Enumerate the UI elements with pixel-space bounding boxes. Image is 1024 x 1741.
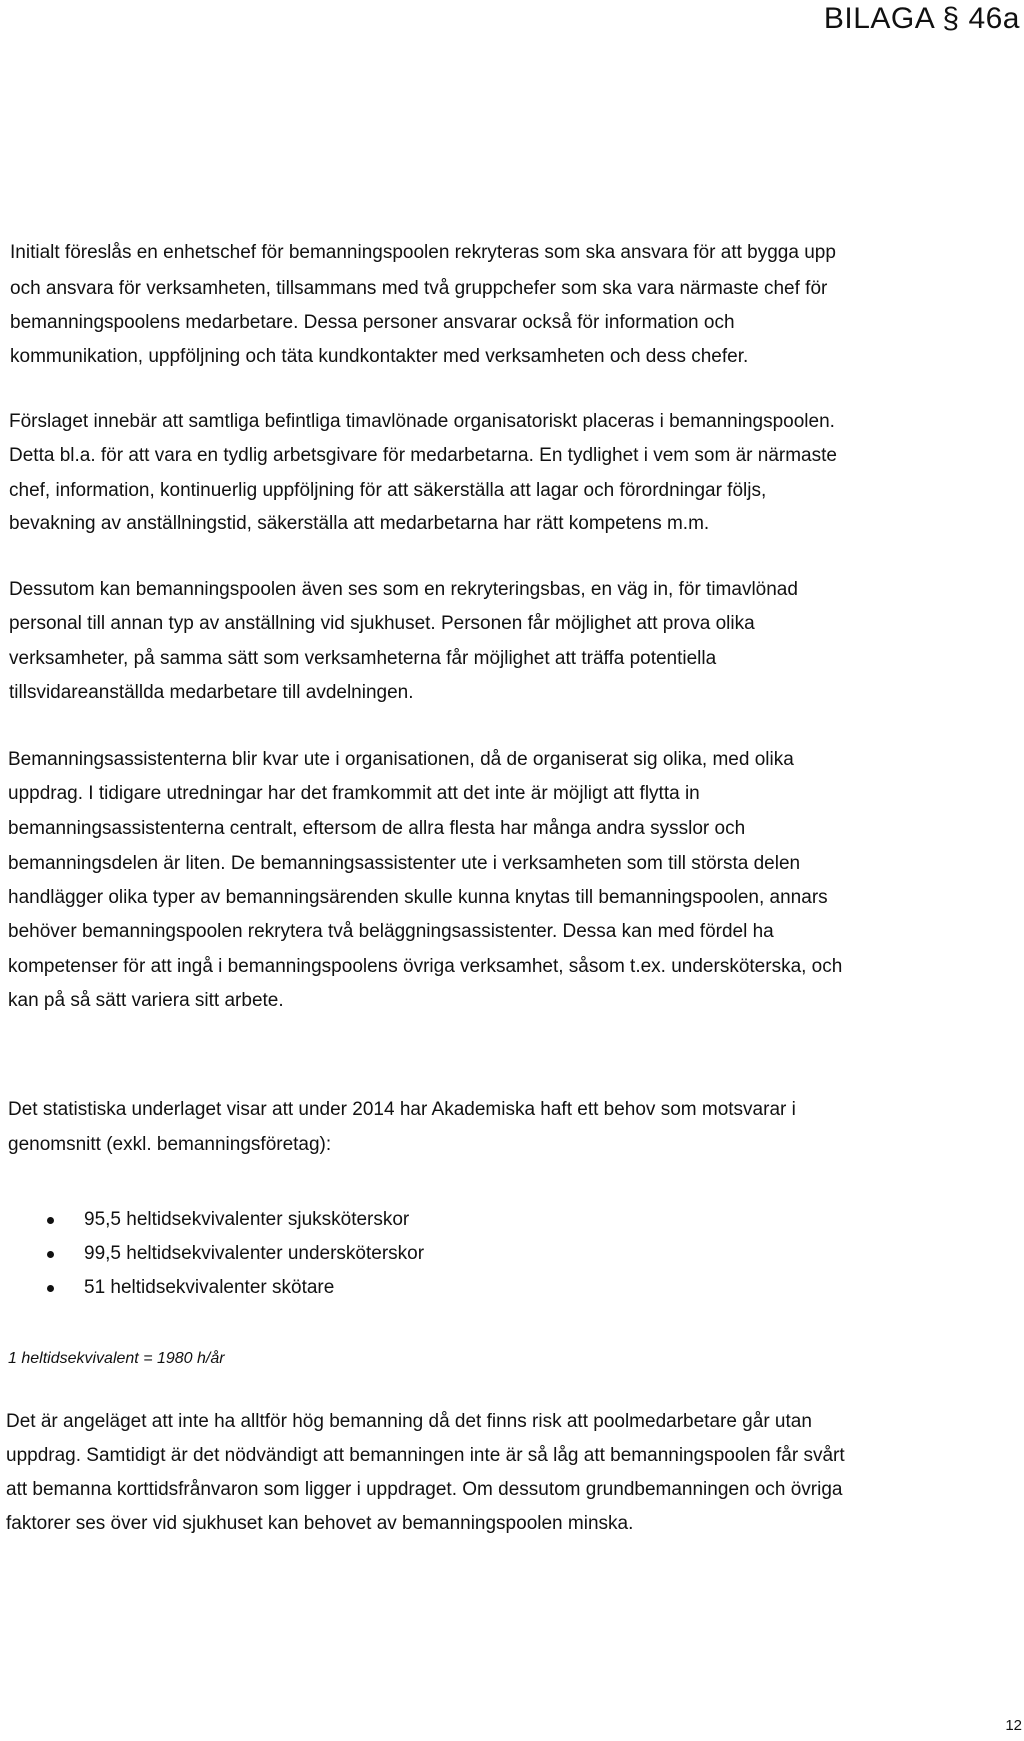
bullet-dot-icon [47,1217,54,1224]
bullet-dot-icon [47,1251,54,1258]
list-item-text: 95,5 heltidsekvivalenter sjuksköterskor [84,1209,410,1230]
text-line: genomsnitt (exkl. bemanningsföretag): [8,1134,332,1155]
text-line: bemanningsassistenterna centralt, eftersom de allra flesta har många andra sysslor och [8,818,746,839]
text-line: Det är angeläget att inte ha alltför hög bemanning då det finns risk att poolmedarbetare går utan [6,1411,812,1432]
list-item-text: 99,5 heltidsekvivalenter undersköterskor [84,1243,425,1264]
text-line: Detta bl.a. för att vara en tydlig arbetsgivare för medarbetarna. En tydlighet i vem som är närmaste [9,445,837,466]
text-line: och ansvara för verksamheten, tillsammans med två gruppchefer som ska vara närmaste chef för [10,278,828,299]
text-line: Förslaget innebär att samtliga befintliga timavlönade organisatoriskt placeras i bemanningspoolen. [9,411,835,432]
text-line: Initialt föreslås en enhetschef för bemanningspoolen rekryteras som ska ansvara för att bygga upp [10,242,836,263]
text-line: personal till annan typ av anställning vid sjukhuset. Personen får möjlighet att prova olika [9,613,755,634]
text-line: tillsvidareanställda medarbetare till avdelningen. [9,682,414,703]
list-item-text: 51 heltidsekvivalenter skötare [84,1277,335,1298]
text-line: Bemanningsassistenterna blir kvar ute i organisationen, då de organiserat sig olika, med olika [8,749,794,770]
attachment-stamp: BILAGA § 46a [823,2,1020,35]
text-line: uppdrag. Samtidigt är det nödvändigt att bemanningen inte är så låg att bemanningspoolen får svårt [6,1445,845,1466]
text-line: chef, information, kontinuerlig uppföljning för att säkerställa att lagar och förordningar följs, [9,480,767,501]
text-line: behöver bemanningspoolen rekrytera två beläggningsassistenter. Dessa kan med fördel ha [8,921,774,942]
text-line: Dessutom kan bemanningspoolen även ses som en rekryteringsbas, en väg in, för timavlönad [9,579,798,600]
text-line: handlägger olika typer av bemanningsärenden skulle kunna knytas till bemanningspoolen, annars [8,887,828,908]
text-line: uppdrag. I tidigare utredningar har det framkommit att det inte är möjligt att flytta in [8,783,700,804]
page-number: 12 [1005,1717,1022,1734]
text-line: verksamheter, på samma sätt som verksamheterna får möjlighet att träffa potentiella [9,648,717,669]
text-line: Det statistiska underlaget visar att under 2014 har Akademiska haft ett behov som motsvarar i [8,1099,796,1120]
text-line: faktorer ses över vid sjukhuset kan behovet av bemanningspoolen minska. [6,1513,634,1534]
text-line: kan på så sätt variera sitt arbete. [8,990,284,1011]
text-line: att bemanna korttidsfrånvaron som ligger i uppdraget. Om dessutom grundbemanningen och övriga [6,1479,843,1500]
text-line: kommunikation, uppföljning och täta kundkontakter med verksamheten och dess chefer. [10,346,749,367]
text-line: bemanningsdelen är liten. De bemanningsassistenter ute i verksamheten som till största delen [8,853,801,874]
text-line: bevakning av anställningstid, säkerställa att medarbetarna har rätt kompetens m.m. [9,513,710,534]
bullet-dot-icon [47,1285,54,1292]
text-line: bemanningspoolens medarbetare. Dessa personer ansvarar också för information och [10,312,735,333]
fte-definition-note: 1 heltidsekvivalent = 1980 h/år [8,1350,225,1367]
text-line: kompetenser för att ingå i bemanningspoolens övriga verksamhet, såsom t.ex. undersköterska, och [8,956,843,977]
